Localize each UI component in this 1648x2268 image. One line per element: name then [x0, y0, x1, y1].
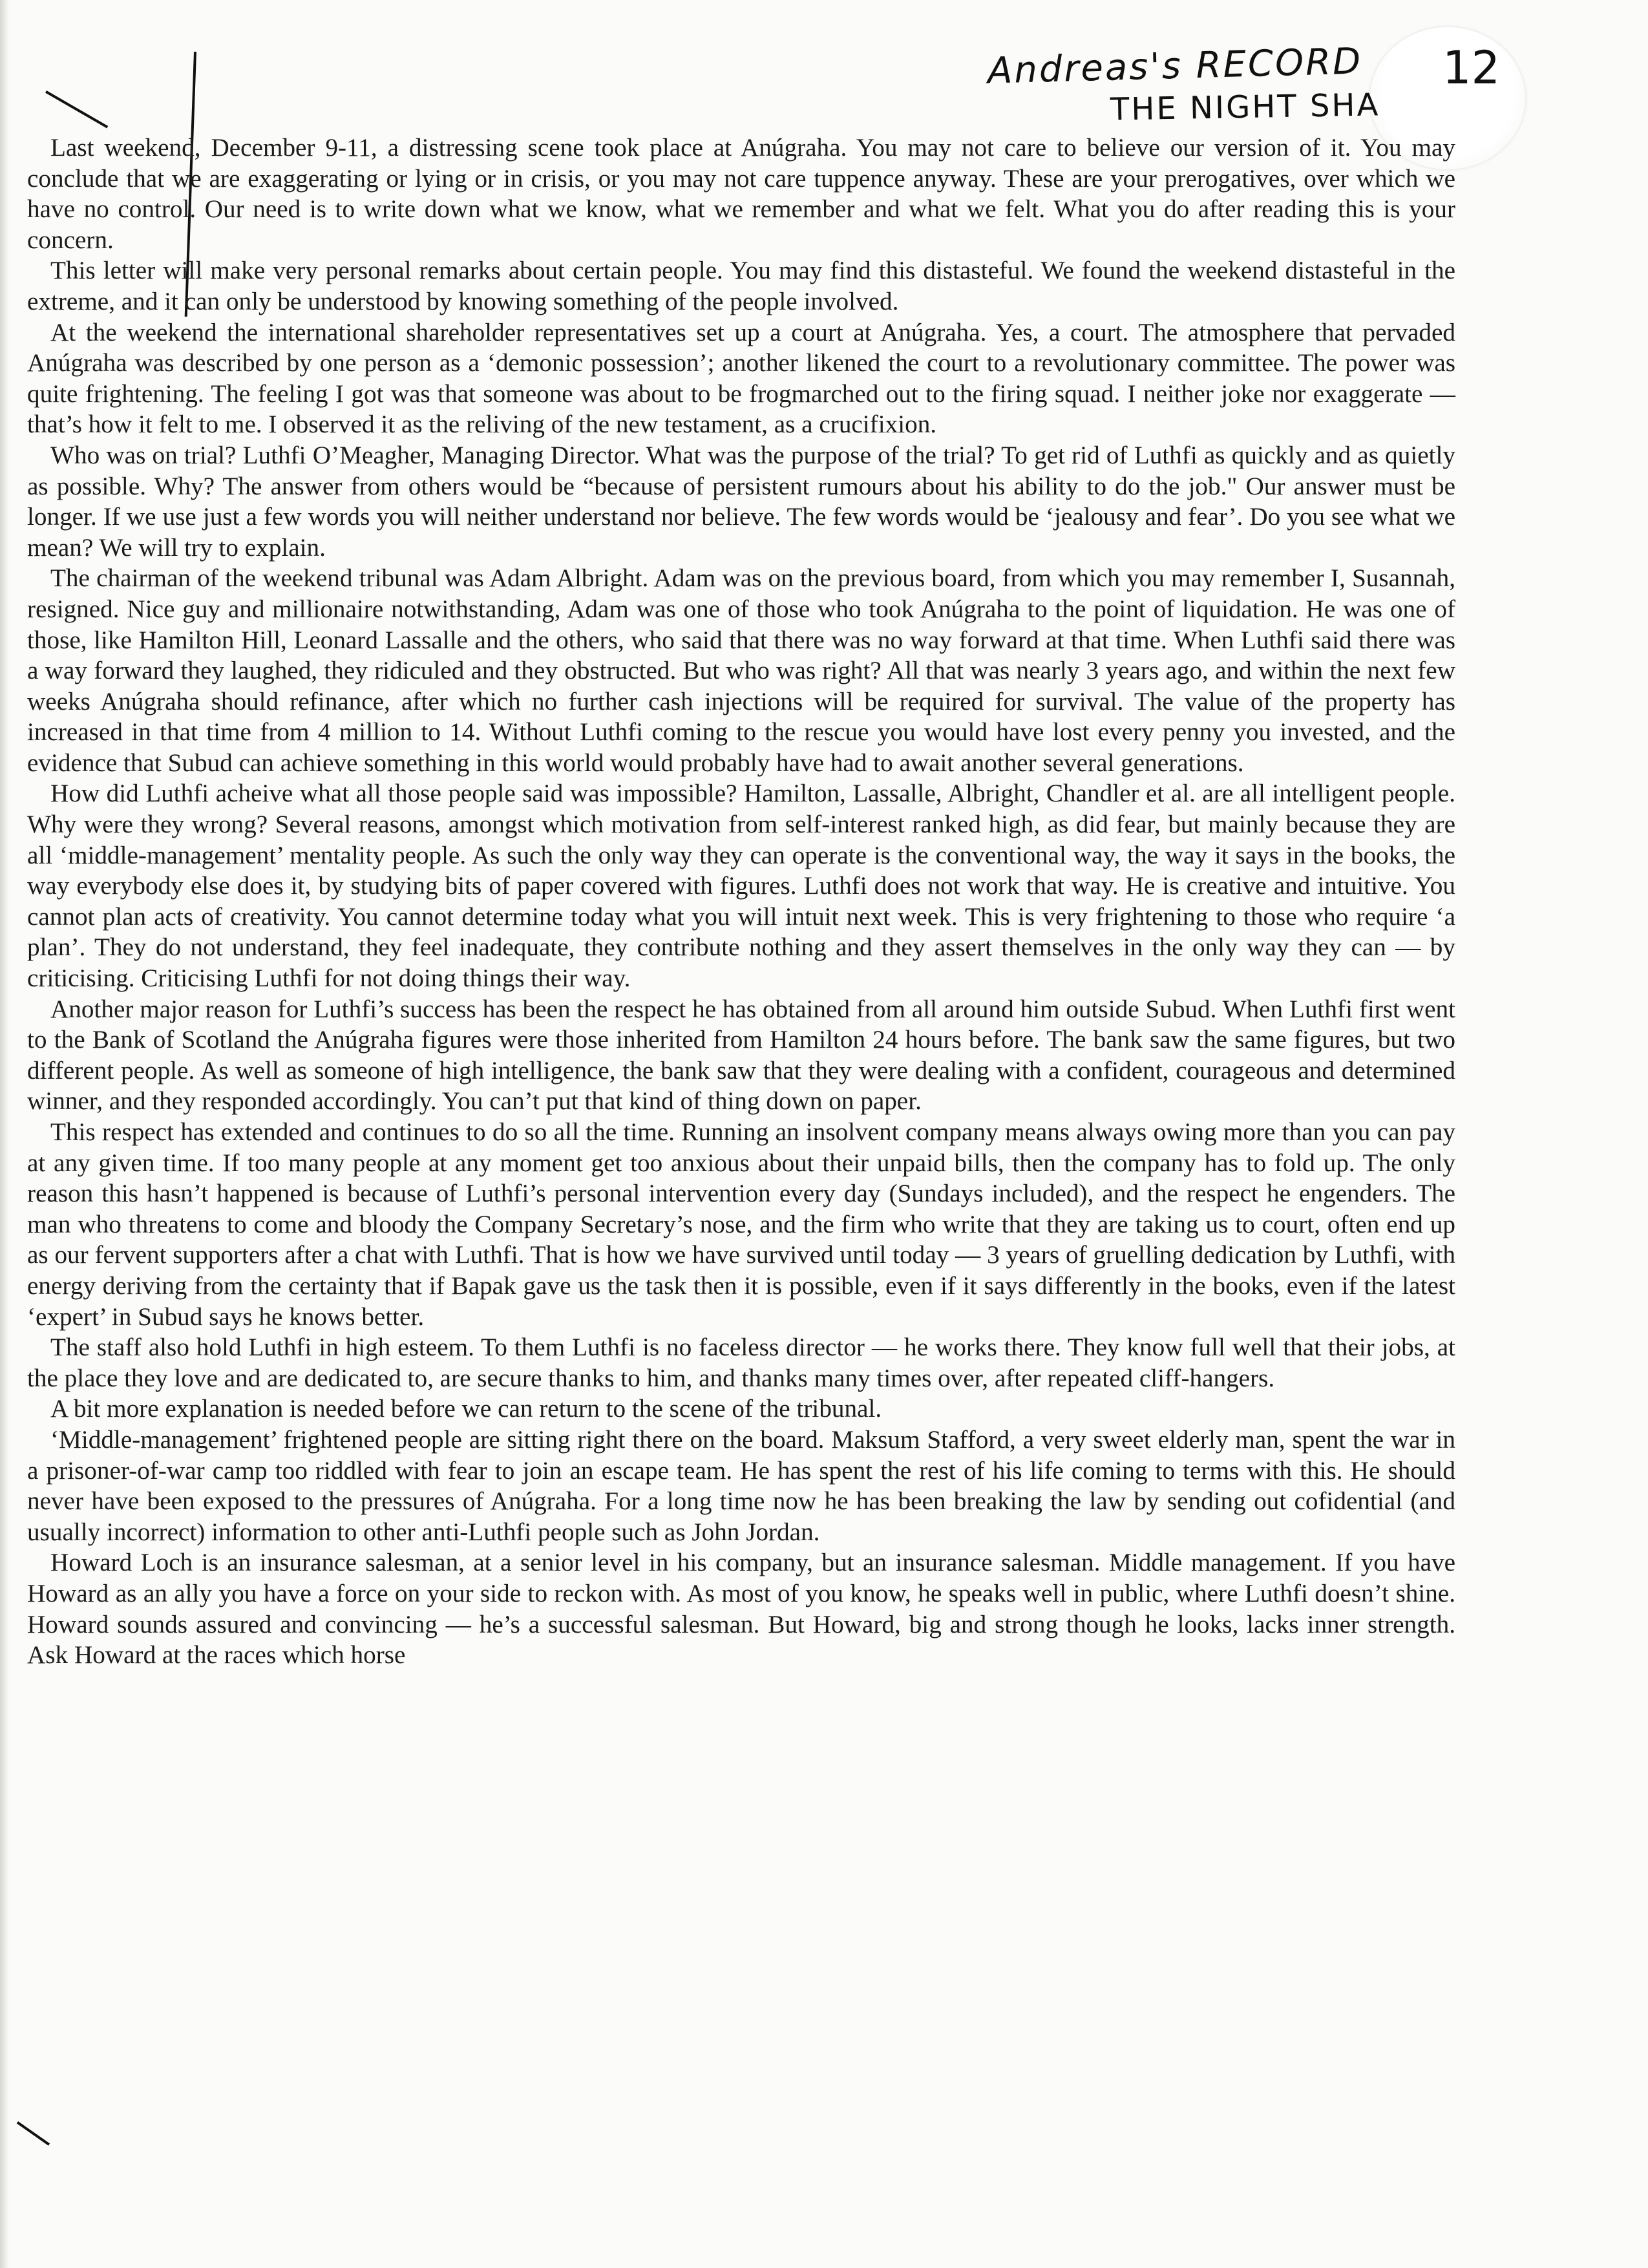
letter-body: [27, 132, 1455, 1671]
handwritten-title: Andreas's RECORD: [987, 40, 1363, 92]
paragraph-10: A bit more explanation is needed before we can return to the scene of the tribunal.: [50, 1395, 882, 1423]
paragraph-5: The chairman of the weekend tribunal was Adam Albright. Adam was on the previous board, from which you may remember I, Susannah, resigned. Nice guy and millionaire notwithstanding, Adam was one of those who took Anúgraha to the point of liquidation. He was one of those, like Hamilton Hill, Leonard Lassalle and the others, who said that there was no way forward at that time. When Luthfi said there was a way forward they laughed, they ridiculed and they obstructed. But who was right? All that was nearly 3 years ago, and within the next few weeks Anúgraha should refinance, after which no further cash injections will be required for survival. The value of the property has increased in that time from 4 million to 14. Without Luthfi coming to the rescue you would have lost every penny you invested, and the evidence that Subud can achieve something in this world would probably have had to await another several generations.: [27, 564, 1455, 777]
paragraph-1: Last weekend, December 9-11, a distressing scene took place at Anúgraha. You may not care to believe our version of it. You may conclude that we are exaggerating or lying or in crisis, or you may not care tuppence anyway. These are your prerogatives, over which we have no control. Our need is to write down what we know, what we remember and what we felt. What you do after reading this is your concern.: [27, 134, 1455, 254]
scan-edge-shadow: [0, 0, 9, 2268]
paragraph-8: This respect has extended and continues to do so all the time. Running an insolvent company means always owing more than you can pay at any given time. If too many people at any moment get too anxious about their unpaid bills, then the company has to fold up. The only reason this hasn’t happened is because of Luthfi’s personal intervention every day (Sundays included), and the respect he engenders. The man who threatens to come and bloody the Company Secretary’s nose, and the firm who write that they are taking us to court, often end up as our fervent supporters after a chat with Luthfi. That is how we have survived until today — 3 years of gruelling dedication by Luthfi, with energy deriving from the certainty that if Bapak gave us the task then it is possible, even if it says differently in the books, even if the latest ‘expert’ in Subud says he knows better.: [27, 1118, 1455, 1331]
paragraph-11: ‘Middle-management’ frightened people are sitting right there on the board. Maksum Stafford, a very sweet elderly man, spent the war in a prisoner-of-war camp too riddled with fear to join an escape team. He has spent the rest of his life coming to terms with this. He should never have been exposed to the pressures of Anúgraha. For a long time now he has been breaking the law by sending out cofidential (and usually incorrect) information to other anti-Luthfi people such as John Jordan.: [27, 1425, 1455, 1546]
page-number: 12: [1442, 41, 1501, 94]
paragraph-3: At the weekend the international shareholder representatives set up a court at Anúgraha. Yes, a court. The atmosphere that pervaded Anúgraha was described by one person as a ‘demonic possession’; another likened the court to a revolutionary committee. The power was quite frightening. The feeling I got was that someone was about to be frogmarched out to the firing squad. I neither joke nor exaggerate — that’s how it felt to me. I observed it as the reliving of the new testament, as a crucifixion.: [27, 318, 1455, 439]
pen-stroke-bottom: [17, 2121, 50, 2146]
paragraph-2: This letter will make very personal remarks about certain people. You may find this distasteful. We found the weekend distasteful in the extreme, and it can only be understood by knowing something of the people involved.: [27, 257, 1455, 315]
pen-stroke-diagonal: [45, 90, 108, 128]
handwritten-subtitle: THE NIGHT SHA: [1110, 87, 1380, 128]
paragraph-12: Howard Loch is an insurance salesman, at a senior level in his company, but an insurance salesman. Middle management. If you have Howard as an ally you have a force on your side to reckon with. As most of you know, he speaks well in public, where Luthfi doesn’t shine. Howard sounds assured and convincing — he’s a successful salesman. But Howard, big and strong though he looks, lacks inner strength. Ask Howard at the races which horse: [27, 1549, 1455, 1669]
paragraph-9: The staff also hold Luthfi in high esteem. To them Luthfi is no faceless director — he works there. They know full well that their jobs, at the place they love and are dedicated to, are secure thanks to him, and thanks many times over, after repeated cliff-hangers.: [27, 1333, 1455, 1392]
paragraph-4: Who was on trial? Luthfi O’Meagher, Managing Director. What was the purpose of the trial? To get rid of Luthfi as quickly and as quietly as possible. Why? The answer from others would be “because of persistent rumours about his ability to do the job." Our answer must be longer. If we use just a few words you will neither understand nor believe. The few words would be ‘jealousy and fear’. Do you see what we mean? We will try to explain.: [27, 441, 1455, 562]
paragraph-6: How did Luthfi acheive what all those people said was impossible? Hamilton, Lassalle, Albright, Chandler et al. are all intelligent people. Why were they wrong? Several reasons, amongst which motivation from self-interest ranked high, as did fear, but mainly because they are all ‘middle-management’ mentality people. As such the only way they can operate is the conventional way, the way it says in the books, the way everybody else does it, by studying bits of paper covered with figures. Luthfi does not work that way. He is creative and intuitive. You cannot plan acts of creativity. You cannot determine today what you will intuit next week. This is very frightening to those who require ‘a plan’. They do not understand, they feel inadequate, they contribute nothing and they assert themselves in the only way they can — by criticising. Criticising Luthfi for not doing things their way.: [27, 779, 1455, 993]
paragraph-7: Another major reason for Luthfi’s success has been the respect he has obtained from all around him outside Subud. When Luthfi first went to the Bank of Scotland the Anúgraha figures were those inherited from Hamilton 24 hours before. The bank saw the same figures, but two different people. As well as someone of high intelligence, the bank saw that they were dealing with a confident, courageous and determined winner, and they responded accordingly. You can’t put that kind of thing down on paper.: [27, 995, 1455, 1116]
